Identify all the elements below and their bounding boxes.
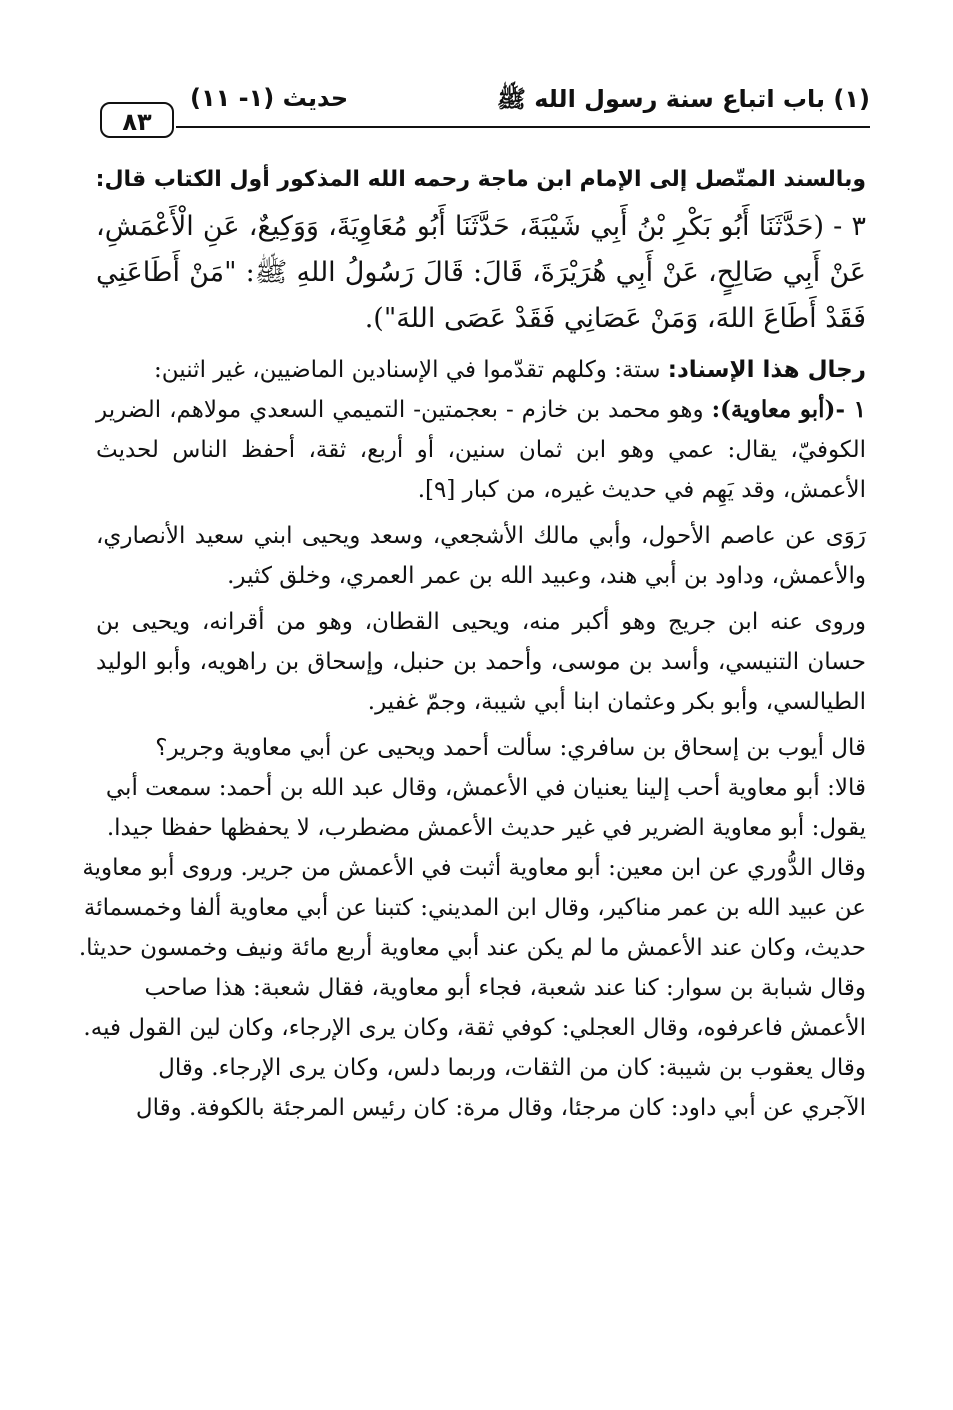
narrator-text: وهو محمد بن خازم - بعجمتين- التميمي السعدي مولاهم، الضرير الكوفيّ، يقال: عمي وهو ابن ثمان سنين، أو أربع، ثقة، أحفظ الناس لحديث الأعمش، وقد يَهِم في حديث غيره، من كبار [٩]. (96, 397, 866, 503)
narrator-paragraph (96, 390, 866, 510)
section-text: ستة: وكلهم تقدّموا في الإسنادين الماضيين، غير اثنين: (154, 357, 661, 383)
text-line: الآجري عن أبي داود: كان مرجئا، وقال مرة: كان رئيس المرجئة بالكوفة. وقال (135, 1095, 866, 1121)
section-title: رجال هذا الإسناد: (667, 357, 866, 383)
text-line: وقال شبابة بن سوار: كنا عند شعبة، فجاء أبو معاوية، فقال شعبة: هذا صاحب (144, 975, 866, 1001)
section-heading (96, 350, 866, 390)
hadith-range: حديث (١- ١١) (190, 84, 349, 112)
narrator-label: ١ -(أبو معاوية): (711, 396, 866, 423)
text-line: قالا: أبو معاوية أحب إلينا يعنيان في الأعمش، وقال عبد الله بن أحمد: سمعت أبي (105, 775, 866, 801)
chapter-title: (١) باب اتباع سنة رسول الله ﷺ (496, 85, 870, 113)
page-header (100, 80, 870, 140)
text-line: وقال يعقوب بن شيبة: كان من الثقات، وربما دلس، وكان يرى الإرجاء. وقال (158, 1055, 866, 1081)
paragraph-teachers: رَوَى عن عاصم الأحول، وأبي مالك الأشجعي، وسعد ويحيى ابني سعيد الأنصاري، والأعمش، وداود بن أبي هند، وعبيد الله بن عمر العمري، وخلق كثير. (96, 523, 866, 589)
paragraph-students: وروى عنه ابن جريج وهو أكبر منه، ويحيى القطان، وهو من أقرانه، ويحيى بن حسان التنيسي، وأسد بن موسى، وأحمد بن حنبل، وإسحاق بن راهويه، وأبو الوليد الطيالسي، وأبو بكر وعثمان ابنا أبي شيبة، وجمّ غفير. (96, 609, 866, 715)
critique-lines (78, 728, 866, 1128)
text-line: حديث، وكان عند الأعمش ما لم يكن عند أبي معاوية أربع مائة ونيف وخمسون حديثا. (78, 935, 866, 961)
header-rule (176, 126, 870, 128)
text-line: عن عبيد الله بن عمر مناكير، وقال ابن المديني: كتبنا عن أبي معاوية ألفا وخمسمائة (83, 895, 866, 921)
hadith-text: ٣ - (حَدَّثَنَا أَبُو بَكْرِ بْنُ أَبِي شَيْبَةَ، حَدَّثَنَا أَبُو مُعَاوِيَةَ، وَوَكِيعٌ، عَنِ الْأَعْمَشِ، عَنْ أَبِي صَالِحٍ، عَنْ أَبِي هُرَيْرَةَ، قَالَ: قَالَ رَسُولُ اللهِ ﷺ: "مَنْ أَطَاعَنِي فَقَدْ أَطَاعَ اللهَ، وَمَنْ عَصَانِي فَقَدْ عَصَى اللهَ"). (96, 211, 866, 334)
page-number: ٨٣ (100, 102, 174, 138)
text-line: الأعمش فاعرفوه، وقال العجلي: كوفي ثقة، وكان يرى الإرجاء، وكان لين القول فيه. (83, 1015, 866, 1041)
text-line: وقال الدُّوري عن ابن معين: أبو معاوية أثبت في الأعمش من جرير. وروى أبو معاوية (82, 855, 866, 881)
intro-line: وبالسند المتّصل إلى الإمام ابن ماجة رحمه الله المذكور أول الكتاب قال: (95, 167, 866, 192)
text-line: قال أيوب بن إسحاق بن سافري: سألت أحمد ويحيى عن أبي معاوية وجرير؟ (155, 735, 866, 761)
text-line: يقول: أبو معاوية الضرير في غير حديث الأعمش مضطرب، لا يحفظها حفظا جيدا. (106, 815, 866, 841)
page-body (78, 160, 866, 1128)
